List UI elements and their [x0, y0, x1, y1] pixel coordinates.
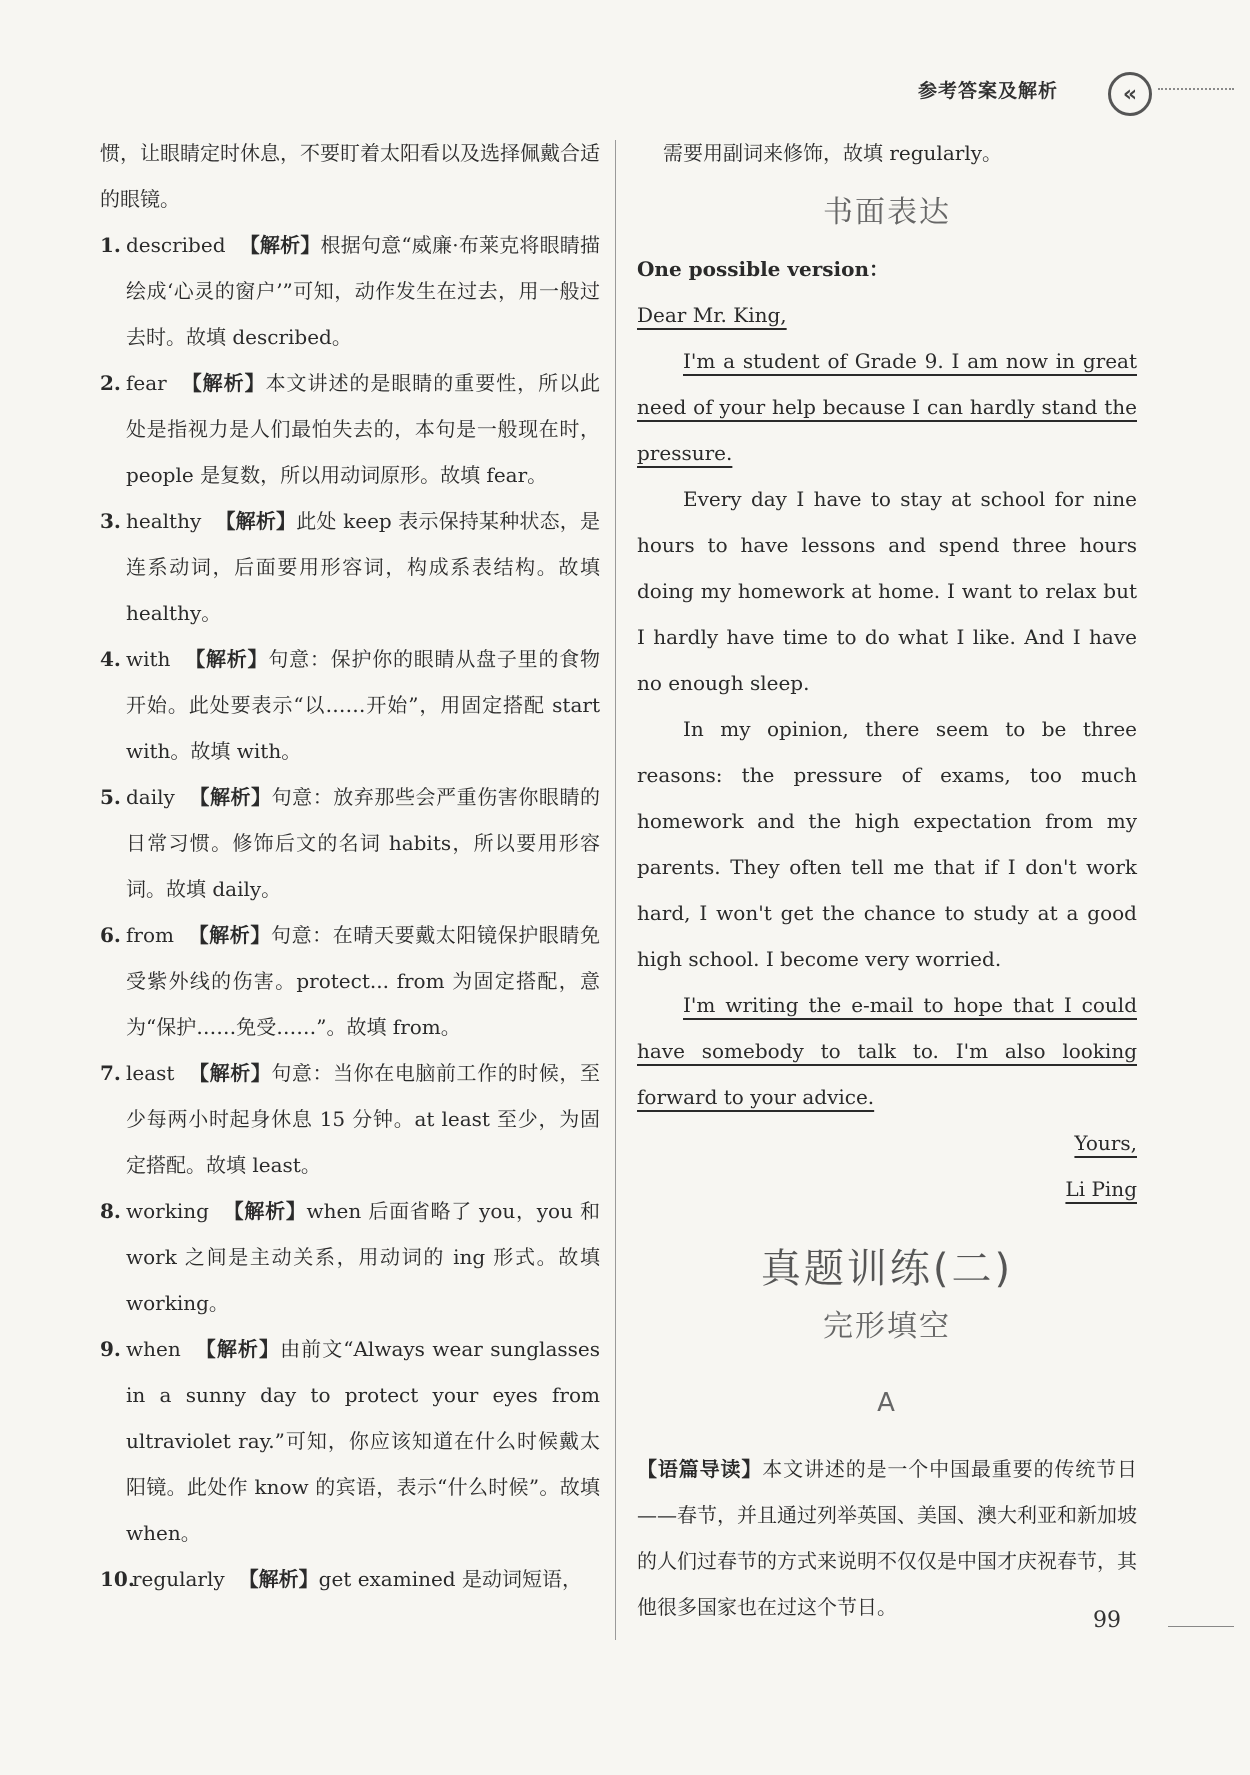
- analysis-tag: 【解析】: [239, 233, 321, 257]
- answer-item: [100, 636, 600, 774]
- header-dotted-line: [1158, 88, 1234, 90]
- item-answer: from: [126, 923, 174, 947]
- answer-list: [100, 222, 600, 1602]
- continuation-text: 需要用副词来修饰，故填 regularly。: [663, 141, 1003, 165]
- letter-salutation: [637, 292, 1137, 338]
- item-number: 8.: [100, 1199, 121, 1223]
- item-explanation: get examined 是动词短语，: [318, 1567, 582, 1591]
- right-column: [637, 130, 1137, 1630]
- letter-paragraph-3: In my opinion, there seem to be three reasons: the pressure of exams, too much homework and the high expectation from my parents. They often tell me that if I don't work hard, I won't get the chance to study at a good high school. I become very worried.: [637, 717, 1137, 971]
- item-number: 5.: [100, 785, 121, 809]
- item-explanation: when 后面省略了 you，you 和 work 之间是主动关系，用动词的 ing 形式。故填 working。: [126, 1199, 601, 1315]
- item-number: 10.: [100, 1567, 135, 1591]
- item-number: 2.: [100, 371, 121, 395]
- item-explanation: 句意：放弃那些会严重伤害你眼睛的日常习惯。修饰后文的名词 habits，所以要用形容词。故填 daily。: [126, 785, 601, 901]
- training-title: 真题训练(二): [760, 1246, 1014, 1292]
- analysis-tag: 【解析】: [184, 647, 269, 671]
- analysis-tag: 【解析】: [188, 785, 272, 809]
- analysis-tag: 【解析】: [194, 1337, 281, 1361]
- letter-paragraph-1: [637, 338, 1137, 476]
- item-answer: when: [126, 1337, 181, 1361]
- item-number: 4.: [100, 647, 121, 671]
- part-label: A: [877, 1388, 897, 1418]
- letter-paragraph-4: [637, 982, 1137, 1120]
- paragraph-4-text: I'm writing the e-mail to hope that I could have somebody to talk to. I'm also looking forward to your advice.: [637, 993, 1137, 1109]
- answer-item: [100, 912, 600, 1050]
- item-number: 9.: [100, 1337, 121, 1361]
- item-answer: working: [126, 1199, 209, 1223]
- analysis-tag: 【解析】: [187, 923, 271, 947]
- cloze-title: 完形填空: [823, 1309, 951, 1344]
- reading-guide: [637, 1446, 1137, 1630]
- letter-closing: [637, 1120, 1137, 1166]
- answer-item: [100, 1556, 600, 1602]
- item-answer: daily: [126, 785, 175, 809]
- answer-item: [100, 1326, 600, 1556]
- guide-tag: 【语篇导读】: [637, 1457, 763, 1481]
- header-section-label: 参考答案及解析: [918, 80, 1059, 102]
- letter-paragraph-2: Every day I have to stay at school for nine hours to have lessons and spend three hours doing my homework at home. I want to relax but I hardly have time to do what I like. And I have no enough sleep.: [637, 487, 1137, 695]
- item-explanation: 句意：当你在电脑前工作的时候，至少每两小时起身休息 15 分钟。at least 至少，为固定搭配。故填 least。: [126, 1061, 601, 1177]
- double-chevron-icon: «: [1108, 72, 1152, 116]
- item-number: 3.: [100, 509, 121, 533]
- letter-signature: [637, 1166, 1137, 1212]
- analysis-tag: 【解析】: [215, 509, 297, 533]
- left-column: [100, 130, 600, 1602]
- analysis-tag: 【解析】: [188, 1061, 272, 1085]
- answer-item: [100, 222, 600, 360]
- item-number: 1.: [100, 233, 121, 257]
- item-answer: healthy: [126, 509, 202, 533]
- item-explanation: 句意：在晴天要戴太阳镜保护眼睛免受紫外线的伤害。protect... from 为固定搭配，意为“保护……免受……”。故填 from。: [126, 923, 601, 1039]
- signature-text: Li Ping: [1065, 1177, 1137, 1201]
- column-divider: [615, 140, 616, 1640]
- item-explanation: 由前文“Always wear sunglasses in a sunny day to protect your eyes from ultraviolet ray.”可知，你应该知道在什么时候戴太阳镜。此处作 know 的宾语，表示“什么时候”。故填 when。: [126, 1337, 600, 1545]
- paragraph-1-text: I'm a student of Grade 9. I am now in great need of your help because I can hardly stand the pressure.: [637, 349, 1137, 465]
- analysis-tag: 【解析】: [222, 1199, 307, 1223]
- item-number: 6.: [100, 923, 121, 947]
- item-answer: fear: [126, 371, 167, 395]
- answer-item: [100, 360, 600, 498]
- item-answer: described: [126, 233, 226, 257]
- intro-text: 惯，让眼睛定时休息，不要盯着太阳看以及选择佩戴合适的眼镜。: [100, 141, 600, 211]
- corner-line: [1168, 1626, 1234, 1627]
- item-explanation: 根据句意“威廉·布莱克将眼睛描绘成‘心灵的窗户’”可知，动作发生在过去，用一般过去时。故填 described。: [126, 233, 600, 349]
- answer-item: [100, 1050, 600, 1188]
- salutation-text: Dear Mr. King,: [637, 303, 787, 327]
- closing-text: Yours,: [1074, 1131, 1137, 1155]
- item-explanation: 本文讲述的是眼睛的重要性，所以此处是指视力是人们最怕失去的，本句是一般现在时，people 是复数，所以用动词原形。故填 fear。: [126, 371, 601, 487]
- version-label: One possible version：: [637, 257, 889, 281]
- item-answer: regularly: [132, 1567, 225, 1591]
- writing-section-title: 书面表达: [823, 195, 951, 230]
- answer-item: [100, 498, 600, 636]
- item-answer: least: [126, 1061, 175, 1085]
- guide-text: 本文讲述的是一个中国最重要的传统节日——春节，并且通过列举英国、美国、澳大利亚和新加坡的人们过春节的方式来说明不仅仅是中国才庆祝春节，其他很多国家也在过这个节日。: [637, 1457, 1138, 1619]
- item-answer: with: [126, 647, 171, 671]
- analysis-tag: 【解析】: [238, 1567, 319, 1591]
- item-number: 7.: [100, 1061, 121, 1085]
- item-explanation: 句意：保护你的眼睛从盘子里的食物开始。此处要表示“以……开始”，用固定搭配 start with。故填 with。: [126, 647, 600, 763]
- answer-item: [100, 1188, 600, 1326]
- analysis-tag: 【解析】: [180, 371, 266, 395]
- answer-item: [100, 774, 600, 912]
- item-explanation: 此处 keep 表示保持某种状态，是连系动词，后面要用形容词，构成系表结构。故填 healthy。: [126, 509, 600, 625]
- page-number: 99: [1093, 1608, 1121, 1633]
